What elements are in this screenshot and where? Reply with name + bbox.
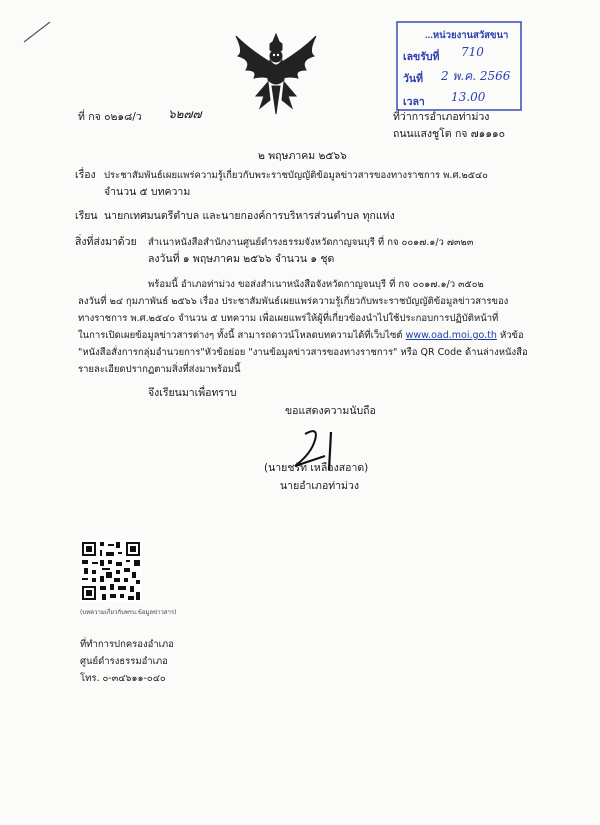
signatory-name: (นายชรัท เหลืองสอาด) <box>264 462 369 474</box>
website-link[interactable]: www.oad.moi.go.th <box>405 330 497 341</box>
qr-caption: (บทความเกี่ยวกับพรบ.ข้อมูลข่าวสาร) <box>80 609 177 616</box>
stamp-time-value: 13.00 <box>451 90 486 104</box>
reference-number: ที่ กจ ๐๒๑๘/ว <box>78 111 142 123</box>
paragraph-line2: ลงวันที่ ๒๔ กุมภาพันธ์ ๒๕๖๖ เรื่อง ประชาสัมพันธ์เผยแพร่ความรู้เกี่ยวกับพระราชบัญญัติข้อมูลข่าวสารของ <box>78 296 509 307</box>
footer-line2: ศูนย์ดำรงธรรมอำเภอ <box>80 656 168 667</box>
qr-code-icon[interactable] <box>80 540 142 602</box>
enclosure-line2: ลงวันที่ ๑ พฤษภาคม ๒๕๖๖ จำนวน ๑ ชุด <box>148 253 335 265</box>
signatory-position: นายอำเภอท่าม่วง <box>280 480 360 492</box>
stamp-org: ...หน่วยงานสวัสขนา <box>425 30 509 41</box>
paragraph-line6: รายละเอียดปรากฏตามสิ่งที่ส่งมาพร้อมนี้ <box>78 364 241 375</box>
reference-handwritten: ๖๒๗๗ <box>168 107 202 121</box>
office-address-line1: ที่ว่าการอำเภอท่าม่วง <box>393 111 490 123</box>
paragraph-line3: ทางราชการ พ.ศ.๒๕๔๐ จำนวน ๕ บทความ เพื่อเผยแพร่ให้ผู้ที่เกี่ยวข้องนำไปใช้ประกอบการปฏิบัติหน้าที่ <box>78 313 499 324</box>
stamp-date-value: 2 พ.ค. 2566 <box>441 69 511 83</box>
paragraph-line1: พร้อมนี้ อำเภอท่าม่วง ขอส่งสำเนาหนังสือจังหวัดกาญจนบุรี ที่ กจ ๐๐๑๗.๑/ว ๓๕๐๒ <box>148 279 484 290</box>
corner-pen-mark <box>22 18 52 44</box>
footer-phone: โทร. ๐-๓๔๖๑๑-๐๔๐ <box>80 673 166 684</box>
regards: ขอแสดงความนับถือ <box>285 405 376 417</box>
stamp-recv-label: เลขรับที่ <box>403 51 440 63</box>
enclosure-line1: สำเนาหนังสือสำนักงานศูนย์ดำรงธรรมจังหวัดกาญจนบุรี ที่ กจ ๐๐๑๗.๑/ว ๗๓๒๓ <box>148 237 474 248</box>
subject-label: เรื่อง <box>75 169 96 181</box>
garuda-emblem-icon <box>226 30 326 118</box>
closing-line: จึงเรียนมาเพื่อทราบ <box>148 387 237 399</box>
footer-line1: ที่ทำการปกครองอำเภอ <box>80 639 174 650</box>
stamp-date-label: วันที่ <box>403 73 423 85</box>
enclosure-label: สิ่งที่ส่งมาด้วย <box>75 236 137 248</box>
salutation-recipients: นายกเทศมนตรีตำบล และนายกองค์การบริหารส่วนตำบล ทุกแห่ง <box>104 210 395 222</box>
office-address-line2: ถนนแสงชูโต กจ ๗๑๑๑๐ <box>393 128 506 140</box>
subject-line2: จำนวน ๕ บทความ <box>104 186 191 198</box>
document-date: ๒ พฤษภาคม ๒๕๖๖ <box>258 150 347 162</box>
receiving-stamp <box>395 20 523 112</box>
paragraph-line4-post: หัวข้อ <box>499 330 524 341</box>
paragraph-line5: "หนังสือสั่งการกลุ่มอำนวยการ"หัวข้อย่อย "งานข้อมูลข่าวสารของทางราชการ" หรือ QR Code ด้านล่างหนังสือ <box>78 347 528 358</box>
salutation-label: เรียน <box>75 210 98 222</box>
subject-line1: ประชาสัมพันธ์เผยแพร่ความรู้เกี่ยวกับพระราชบัญญัติข้อมูลข่าวสารของทางราชการ พ.ศ.๒๕๔๐ <box>104 170 488 181</box>
paragraph-line4 <box>78 329 524 342</box>
stamp-recv-number: 710 <box>461 45 484 59</box>
paragraph-line4-pre: ในการเปิดเผยข้อมูลข่าวสารต่างๆ ทั้งนี้ สามารถดาวน์โหลดบทความได้ที่เว็บไซต์ <box>78 330 403 341</box>
stamp-time-label: เวลา <box>403 96 425 108</box>
